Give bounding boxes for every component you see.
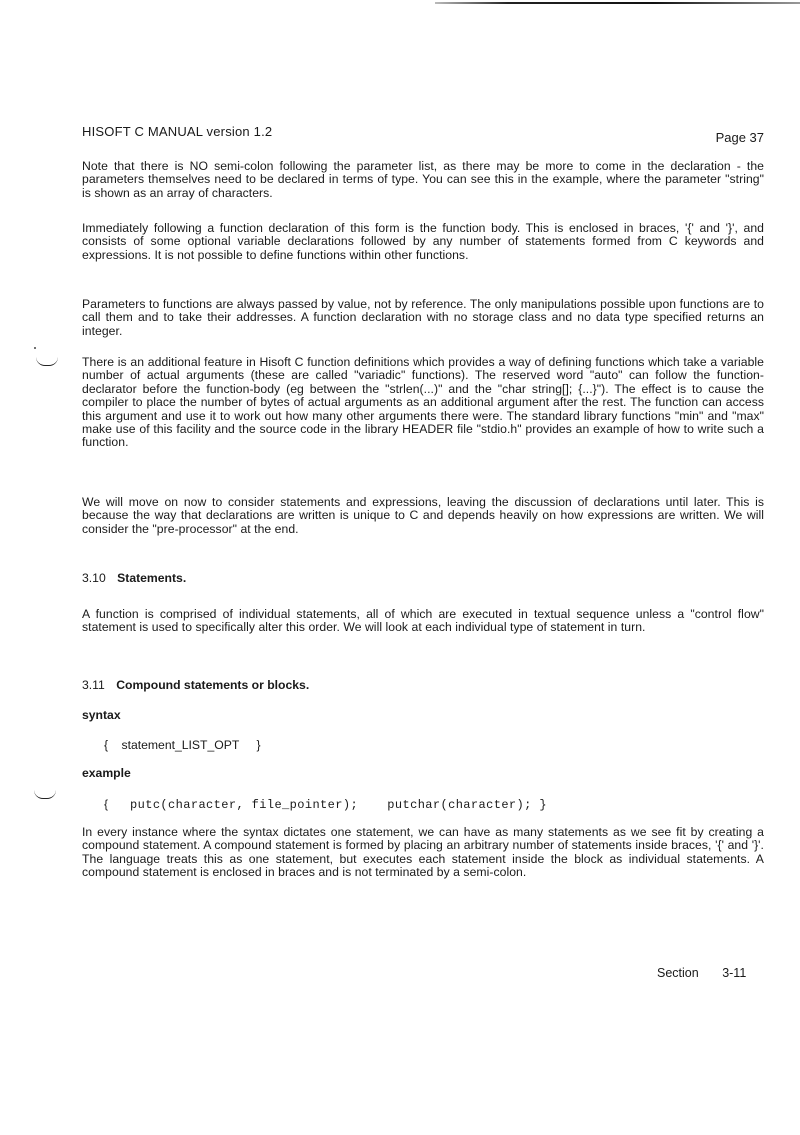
open-brace: {: [104, 738, 109, 752]
footer-section-number: 3-11: [722, 966, 747, 980]
example-code: [104, 797, 547, 812]
open-brace: {: [104, 797, 109, 811]
section-number: 3.10: [82, 571, 106, 585]
example-putc: putc(character, file_pointer);: [130, 798, 359, 812]
section-number: 3.11: [82, 678, 105, 692]
page-footer: [657, 966, 746, 980]
syntax-body: statement_LIST_OPT: [121, 738, 240, 752]
section-title: Compound statements or blocks.: [116, 678, 310, 692]
margin-mark: [36, 357, 58, 366]
paragraph-semicolon-note: Note that there is NO semi-colon following the parameter list, as there may be more to come in the declaration - the parameters themselves need to be declared in terms of type. You can see this in the example, where the parameter "string" is shown as an array of characters.: [82, 159, 764, 200]
syntax-block: [104, 738, 261, 752]
paragraph-compound: In every instance where the syntax dictates one statement, we can have as many statements as we see fit by creating a compound statement. A compound statement is formed by placing an arbitrary number of statements inside braces, '{' and '}'. The language treats this as one statement, but executes each statement inside the block as individual statements. A compound statement is enclosed in braces and is not terminated by a semi-colon.: [82, 825, 764, 880]
section-title: Statements.: [117, 571, 187, 585]
scan-top-rule: [435, 2, 800, 4]
close-brace: }: [256, 738, 261, 752]
footer-section-label: Section: [657, 966, 699, 980]
section-heading-3-10: [82, 571, 186, 585]
paragraph-function-body: Immediately following a function declaration of this form is the function body. This is enclosed in braces, '{' and '}', and consists of some optional variable declarations followed by any number of statements formed from C keywords and expressions. It is not possible to define functions within other functions.: [82, 221, 764, 262]
scan-speck: [34, 347, 36, 349]
section-heading-3-11: [82, 678, 309, 692]
page-number: Page 37: [715, 130, 764, 145]
margin-mark: [34, 790, 56, 799]
paragraph-parameters: Parameters to functions are always passed by value, not by reference. The only manipulations possible upon functions are to call them and to take their addresses. A function declaration with no storage class and no data type specified returns an integer.: [82, 297, 764, 338]
paragraph-variadic: There is an additional feature in Hisoft C function definitions which provides a way of defining functions which take a variable number of actual arguments (these are called "variadic" functions). The reserved word "auto" can follow the function-declarator before the function-body (eg between the "strlen(...)" and the "char string[]; {...}"). The effect is to cause the compiler to place the number of bytes of actual arguments as an additional argument after the rest. The function can access this argument and use it to work out how many other arguments there were. The standard library functions "min" and "max" make use of this facility and the source code in the library HEADER file "stdio.h" provides an example of how to write such a function.: [82, 355, 764, 450]
manual-title: HISOFT C MANUAL version 1.2: [82, 124, 273, 139]
page-header: [82, 124, 764, 144]
example-putchar: putchar(character);: [387, 798, 532, 812]
close-brace: }: [539, 798, 547, 812]
syntax-label: syntax: [82, 708, 121, 722]
paragraph-move-on: We will move on now to consider statements and expressions, leaving the discussion of declarations until later. This is because the way that declarations are written is unique to C and depends heavily on how expressions are written. We will consider the "pre-processor" at the end.: [82, 495, 764, 536]
example-label: example: [82, 766, 131, 780]
paragraph-statements: A function is comprised of individual statements, all of which are executed in textual sequence unless a "control flow" statement is used to specifically alter this order. We will look at each individual type of statement in turn.: [82, 607, 764, 635]
